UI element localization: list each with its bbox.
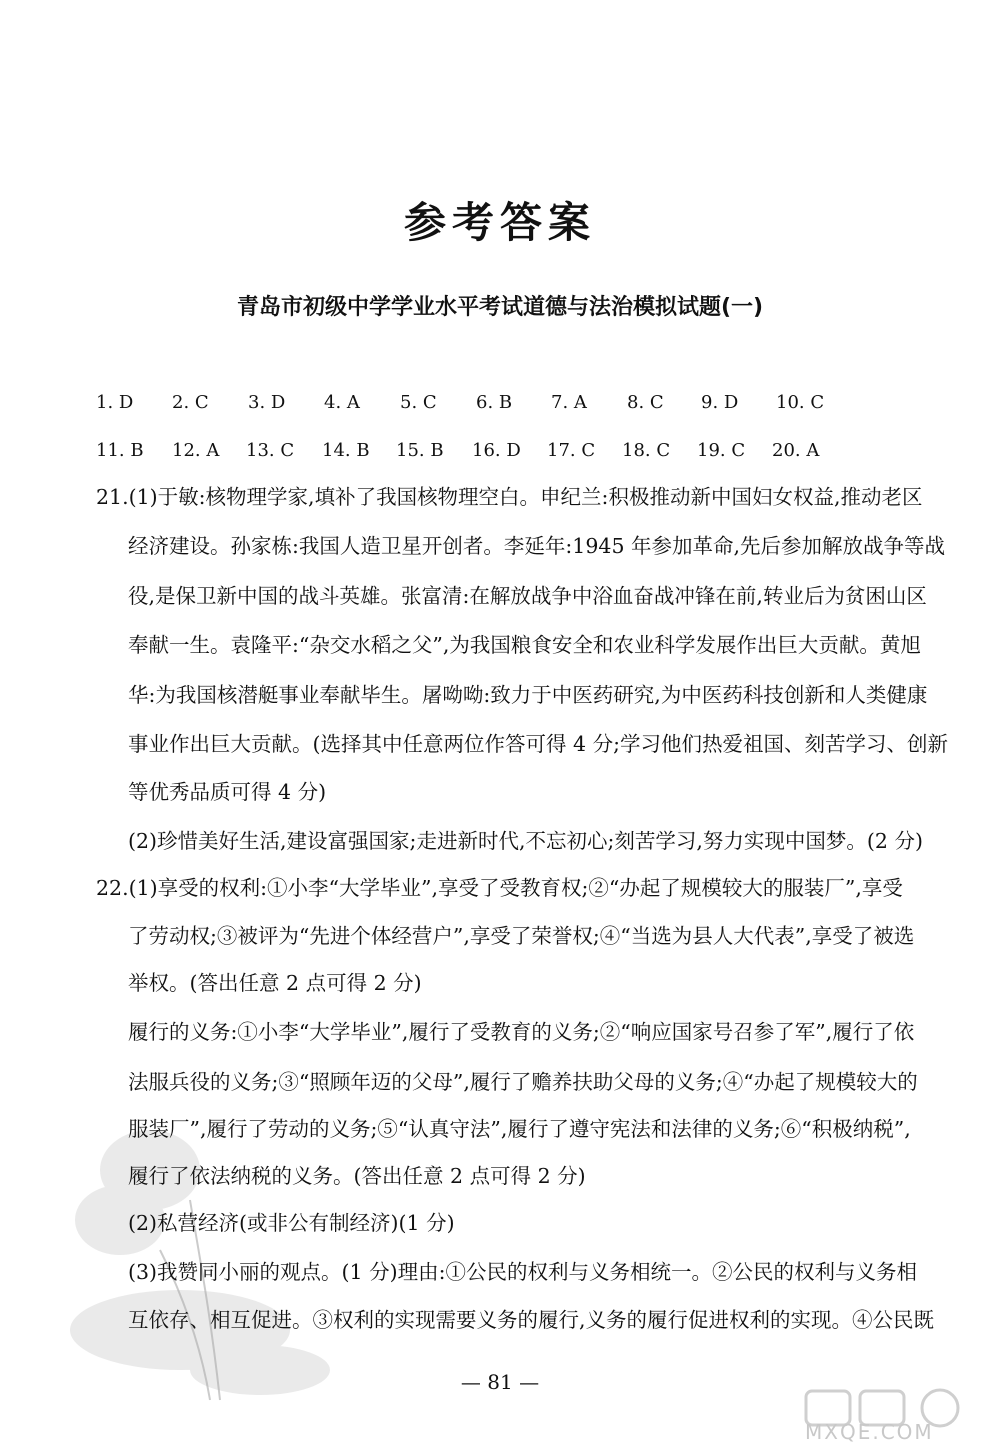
mc-answer: 2. C [172,392,209,413]
answer-line: 法服兵役的义务;③“照顾年迈的父母”,履行了赡养扶助父母的义务;④“办起了规模较大的 [128,1070,918,1094]
answer-line: 役,是保卫新中国的战斗英雄。张富清:在解放战争中浴血奋战冲锋在前,转业后为贫困山区 [128,584,927,608]
answer-line: 经济建设。孙家栋:我国人造卫星开创者。李延年:1945 年参加革命,先后参加解放战争等战 [128,534,946,558]
answer-line: 等优秀品质可得 4 分) [128,780,327,804]
answer-line: (3)我赞同小丽的观点。(1 分)理由:①公民的权利与义务相统一。②公民的权利与义务相 [128,1260,917,1284]
mc-answer: 19. C [697,440,746,461]
mc-answer: 10. C [776,392,825,413]
mc-answer: 13. C [246,440,295,461]
mc-answer: 1. D [96,392,134,413]
mc-answer: 18. C [622,440,671,461]
answer-line: 互依存、相互促进。③权利的实现需要义务的履行,义务的履行促进权利的实现。④公民既 [128,1308,935,1332]
mc-answer: 16. D [472,440,521,461]
mc-answer: 8. C [627,392,664,413]
mc-answer: 3. D [248,392,286,413]
mc-answer: 15. B [396,440,444,461]
mc-answer: 9. D [701,392,739,413]
answer-line: 履行的义务:①小李“大学毕业”,履行了受教育的义务;②“响应国家号召参了军”,履行了依 [128,1020,915,1044]
mc-answer: 7. A [551,392,587,413]
answer-line: 履行了依法纳税的义务。(答出任意 2 点可得 2 分) [128,1164,586,1188]
answer-line: 21.(1)于敏:核物理学家,填补了我国核物理空白。申纪兰:积极推动新中国妇女权益,推动老区 [96,485,923,509]
answer-line: 22.(1)享受的权利:①小李“大学毕业”,享受了受教育权;②“办起了规模较大的服装厂”,享受 [96,876,903,900]
answer-line: 华:为我国核潜艇事业奉献毕生。屠呦呦:致力于中医药研究,为中医药科技创新和人类健康 [128,683,928,707]
mc-answer: 14. B [322,440,370,461]
answer-line: 事业作出巨大贡献。(选择其中任意两位作答可得 4 分;学习他们热爱祖国、刻苦学习、创新 [128,732,948,756]
mc-answer: 17. C [547,440,596,461]
exam-subtitle: 青岛市初级中学学业水平考试道德与法治模拟试题(一) [236,295,764,320]
mc-answer: 11. B [96,440,144,461]
mc-answer: 4. A [324,392,360,413]
answer-line: (2)珍惜美好生活,建设富强国家;走进新时代,不忘初心;刻苦学习,努力实现中国梦。(2 分) [128,829,923,853]
page-number: — 81 — [460,1370,540,1394]
answer-line: 举权。(答出任意 2 点可得 2 分) [128,971,422,995]
answer-line: 奉献一生。袁隆平:“杂交水稻之父”,为我国粮食安全和农业科学发展作出巨大贡献。黄旭 [128,633,921,657]
mc-answer: 6. B [476,392,513,413]
mc-answer: 12. A [172,440,220,461]
site-watermark-text: MXQE.COM [805,1420,934,1444]
answer-line: 了劳动权;③被评为“先进个体经营户”,享受了荣誉权;④“当选为县人大代表”,享受了被选 [128,924,915,948]
mc-answer: 5. C [400,392,437,413]
mc-answer: 20. A [772,440,820,461]
answer-line: 服装厂”,履行了劳动的义务;⑤“认真守法”,履行了遵守宪法和法律的义务;⑥“积极纳税”, [128,1117,911,1141]
page-title: 参考答案 [403,198,596,247]
answer-line: (2)私营经济(或非公有制经济)(1 分) [128,1211,455,1235]
